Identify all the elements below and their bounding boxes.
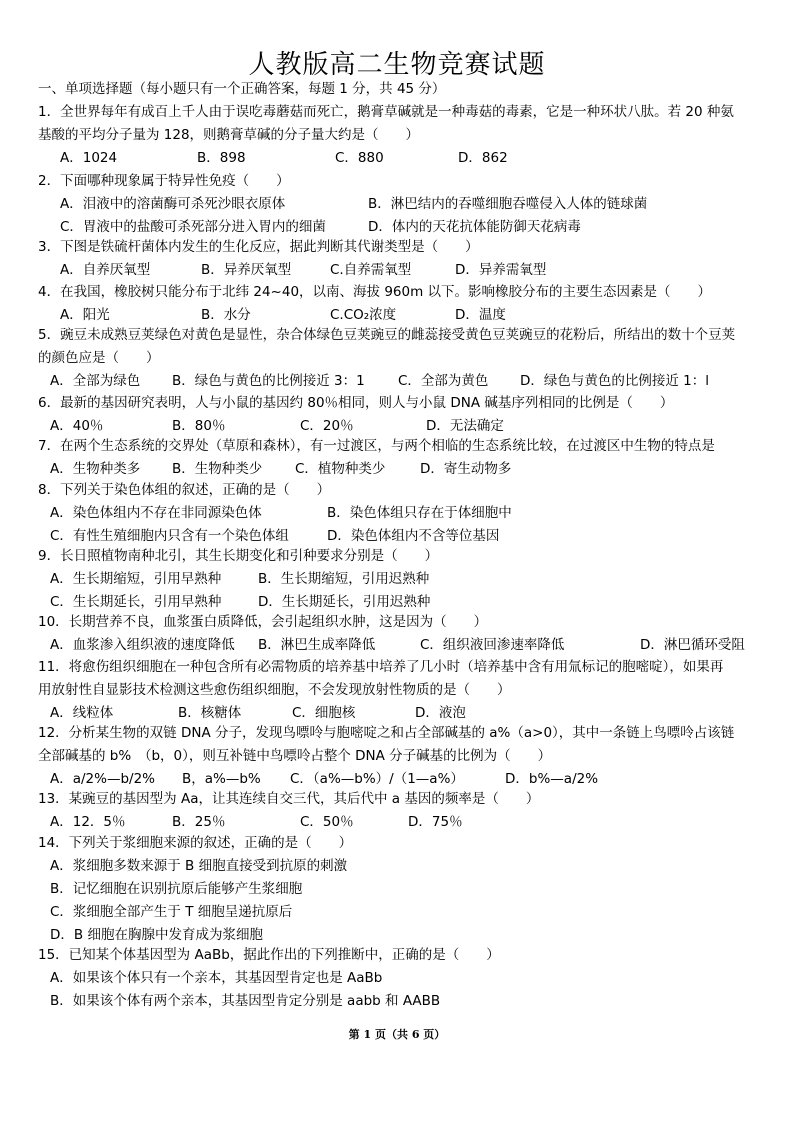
page-title: 人教版高二生物竞赛试题: [248, 50, 546, 80]
question-3-option-c: C.自养需氧型: [330, 262, 412, 278]
question-5-option-d: D．绿色与黄色的比例接近 1：l: [520, 373, 710, 389]
question-6-option-c: C．20％: [300, 418, 354, 434]
question-15-stem: 15．已知某个体基因型为 AaBb，据此作出的下列推断中，正确的是（ ）: [38, 947, 500, 963]
question-15-option-b: B．如果该个体有两个亲本，其基因型肯定分别是 aabb 和 AABB: [50, 993, 441, 1009]
question-11-stem: 用放射性自显影技术检测这些愈伤组织细胞，不会发现放射性物质的是（ ）: [38, 682, 511, 698]
question-11-option-b: B．核糖体: [178, 705, 242, 721]
question-9-stem: 9．长日照植物南种北引，其生长期变化和引种要求分别是（ ）: [38, 548, 439, 564]
question-1-option-c: C．880: [335, 150, 384, 166]
question-9-option-a: A．生长期缩短，引用早熟种: [50, 571, 222, 587]
question-7-option-a: A．生物种类多: [50, 461, 141, 477]
question-12-stem: 全部碱基的 b% （b，0），则互补链中鸟嘌呤占整个 DNA 分子碱基的比例为（ ）: [38, 748, 552, 764]
question-7-stem: 7．在两个生态系统的交界处（草原和森林），有一过渡区，与两个相临的生态系统比较，在过渡区中生物的特点是: [38, 438, 715, 454]
question-3-stem: 3．下图是铁硫杆菌体内发生的生化反应，据此判断其代谢类型是（ ）: [38, 239, 479, 255]
question-13-option-a: A．12．5％: [50, 814, 126, 830]
question-14-option-b: B．记忆细胞在识别抗原后能够产生浆细胞: [50, 881, 303, 897]
question-9-option-c: C．生长期延长，引用早熟种: [50, 594, 222, 610]
question-15-option-a: A．如果该个体只有一个亲本，其基因型肯定也是 AaBb: [50, 970, 383, 986]
question-6-option-d: D．无法确定: [426, 418, 504, 434]
question-13-option-d: D．75％: [408, 814, 463, 830]
section-heading: 一、单项选择题（每小题只有一个正确答案，每题 1 分，共 45 分）: [38, 81, 446, 97]
question-2-option-c: C．胃液中的盐酸可杀死部分进入胃内的细菌: [60, 219, 326, 235]
question-6-option-a: A．40％: [50, 418, 104, 434]
question-4-option-a: A．阳光: [60, 307, 110, 323]
question-12-option-b: B，a%—b%: [182, 771, 261, 787]
question-11-option-a: A．线粒体: [50, 705, 114, 721]
question-8-option-b: B．染色体组只存在于体细胞中: [327, 505, 512, 521]
question-14-stem: 14．下列关于浆细胞来源的叙述，正确的是（ ）: [38, 835, 353, 851]
question-10-option-c: C．组织液回渗速率降低: [420, 637, 565, 653]
question-8-option-a: A．染色体组内不存在非同源染色体: [50, 505, 262, 521]
question-10-option-b: B．淋巴生成率降低: [258, 637, 376, 653]
question-8-option-c: C．有性生殖细胞内只含有一个染色体组: [50, 528, 289, 544]
question-14-option-a: A．浆细胞多数来源于 B 细胞直接受到抗原的刺激: [50, 858, 348, 874]
question-11-option-c: C．细胞核: [292, 705, 356, 721]
question-6-option-b: B．80％: [172, 418, 226, 434]
question-2-option-a: A．泪液中的溶菌酶可杀死沙眼衣原体: [60, 196, 286, 212]
question-10-stem: 10．长期营养不良，血浆蛋白质降低，会引起组织水肿，这是因为（ ）: [38, 614, 488, 630]
question-1-option-d: D．862: [458, 150, 508, 166]
question-10-option-d: D．淋巴循环受阻: [640, 637, 745, 653]
question-8-option-d: D．染色体组内不含等位基因: [327, 528, 500, 544]
page-footer: 第 1 页（共 6 页）: [348, 1028, 446, 1041]
question-8-stem: 8．下列关于染色体组的叙述，正确的是（ ）: [38, 482, 331, 498]
question-4-stem: 4．在我国，橡胶树只能分布于北纬 24~40，以南、海拔 960m 以下。影响橡胶分布的主要生态因素是（ ）: [38, 284, 712, 300]
question-14-option-d: D．B 细胞在胸腺中发育成为浆细胞: [50, 927, 263, 943]
question-10-option-a: A．血浆渗入组织液的速度降低: [50, 637, 235, 653]
question-5-option-b: B．绿色与黄色的比例接近 3：1: [172, 373, 365, 389]
question-7-option-b: B．生物种类少: [172, 461, 263, 477]
question-1-stem: 基酸的平均分子量为 128，则鹅膏草碱的分子量大约是（ ）: [38, 127, 420, 143]
question-1-stem: 1．全世界每年有成百上千人由于误吃毒蘑菇而死亡，鹅膏草碱就是一种毒菇的毒素，它是一种环状八肽。若 20 种氨: [38, 104, 734, 120]
question-4-option-b: B．水分: [201, 307, 251, 323]
question-2-option-d: D．体内的天花抗体能防御天花病毒: [368, 219, 581, 235]
question-1-option-b: B．898: [197, 150, 246, 166]
question-3-option-d: D．异养需氧型: [455, 262, 547, 278]
question-5-option-c: C．全部为黄色: [398, 373, 489, 389]
question-6-stem: 6．最新的基因研究表明，人与小鼠的基因约 80％相同，则人与小鼠 DNA 碱基序列相同的比例是（ ）: [38, 395, 674, 411]
question-5-stem: 的颜色应是（ ）: [38, 350, 160, 366]
question-5-stem: 5．豌豆未成熟豆荚绿色对黄色是显性，杂合体绿色豆荚豌豆的雌蕊接受黄色豆荚豌豆的花粉后，所结出的数十个豆荚: [38, 327, 736, 343]
question-7-option-d: D．寄生动物多: [420, 461, 512, 477]
question-12-stem: 12．分析某生物的双链 DNA 分子，发现鸟嘌呤与胞嘧啶之和占全部碱基的 a%（a>0），其中一条链上鸟嘌呤占该链: [38, 725, 735, 741]
question-13-option-b: B．25％: [172, 814, 226, 830]
question-1-option-a: A．1024: [60, 150, 118, 166]
question-5-option-a: A．全部为绿色: [50, 373, 141, 389]
question-3-option-a: A．自养厌氧型: [60, 262, 151, 278]
question-13-stem: 13．某豌豆的基因型为 Aa，让其连续自交三代，其后代中 a 基因的频率是（ ）: [38, 791, 540, 807]
question-11-stem: 11．将愈伤组织细胞在一种包含所有必需物质的培养基中培养了几小时（培养基中含有用氚标记的胞嘧啶），如果再: [38, 659, 724, 675]
question-9-option-d: D．生长期延长，引用迟熟种: [258, 594, 431, 610]
question-11-option-d: D．液泡: [415, 705, 466, 721]
question-3-option-b: B．异养厌氧型: [201, 262, 292, 278]
question-2-stem: 2．下面哪种现象属于特异性免疫（ ）: [38, 173, 290, 189]
question-4-option-c: C.CO₂浓度: [330, 307, 397, 323]
question-12-option-a: A．a/2%—b/2%: [50, 771, 156, 787]
question-9-option-b: B．生长期缩短，引用迟熟种: [258, 571, 430, 587]
question-12-option-d: D．b%—a/2%: [505, 771, 599, 787]
question-7-option-c: C．植物种类少: [295, 461, 386, 477]
question-4-option-d: D．温度: [455, 307, 506, 323]
question-13-option-c: C．50％: [300, 814, 354, 830]
question-2-option-b: B．淋巴结内的吞噬细胞吞噬侵入人体的链球菌: [368, 196, 648, 212]
question-14-option-c: C．浆细胞全部产生于 T 细胞呈递抗原后: [50, 904, 293, 920]
question-12-option-c: C．（a%—b%）/（1—a%）: [290, 771, 464, 787]
